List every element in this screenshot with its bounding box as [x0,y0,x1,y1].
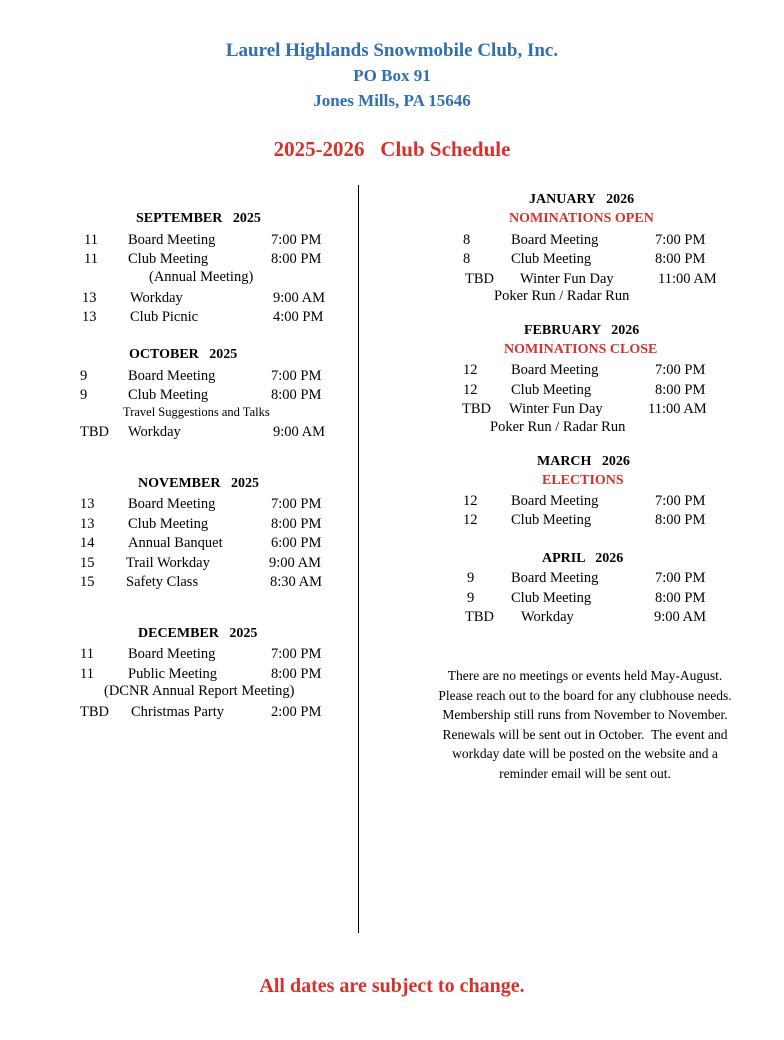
table-row [0,533,358,553]
row-day: 9 [467,590,475,606]
table-row [0,514,358,534]
row-event: Safety Class [126,574,199,590]
march-subheading: ELECTIONS [542,473,624,488]
row-event: Club Meeting [128,387,209,403]
row-day: 13 [82,290,97,306]
table-row [0,644,358,664]
address-line-2: Jones Mills, PA 15646 [313,91,471,110]
table-row [360,360,780,380]
info-line: reminder email will be sent out. [499,765,671,781]
table-row [360,269,780,289]
row-event: Winter Fun Day [520,271,614,287]
row-event: Winter Fun Day [509,401,603,417]
row-time: 9:00 AM [654,609,706,625]
info-paragraph [400,666,770,783]
row-time: 7:00 PM [271,232,322,248]
january-subheading: NOMINATIONS OPEN [509,211,654,226]
row-event: Christmas Party [131,704,225,720]
january-heading: JANUARY 2026 [529,192,635,207]
row-day: 13 [82,309,97,325]
december-heading: DECEMBER 2025 [138,626,258,641]
row-event: Club Meeting [128,251,209,267]
row-event: Annual Banquet [128,535,223,551]
row-time: 7:00 PM [655,570,706,586]
row-event: Public Meeting [128,666,218,682]
schedule-title: 2025-2026 Club Schedule [273,137,511,161]
info-line: workday date will be posted on the website and a [452,746,718,761]
row-time: 8:00 PM [655,251,706,267]
row-day: 14 [80,535,95,551]
row-day: 13 [80,516,95,532]
table-row [360,607,780,627]
row-event: Board Meeting [128,646,216,662]
row-day: TBD [80,704,109,720]
row-time: 11:00 AM [648,401,707,417]
table-row [0,494,358,514]
row-time: 9:00 AM [269,555,321,571]
row-time: 9:00 AM [273,290,325,306]
row-event: Board Meeting [511,232,599,248]
address-line-1: PO Box 91 [353,66,431,85]
row-time: 2:00 PM [271,704,322,720]
row-event: Workday [128,424,181,440]
row-time: 8:00 PM [271,387,322,403]
row-event: Club Picnic [130,309,199,325]
table-row [360,510,780,530]
table-row [0,230,358,250]
row-day: 11 [84,251,98,267]
row-event: Club Meeting [511,382,592,398]
row-time: 9:00 AM [273,424,325,440]
row-event: Board Meeting [511,570,599,586]
row-time: 8:00 PM [655,382,706,398]
row-time: 8:00 PM [655,512,706,528]
row-event: Workday [521,609,574,625]
row-day: 9 [80,387,88,403]
table-row [360,249,780,269]
row-event: Club Meeting [511,251,592,267]
row-day: 12 [463,382,478,398]
row-day: 11 [80,646,94,662]
november-heading: NOVEMBER 2025 [138,476,259,491]
row-event: Board Meeting [128,232,216,248]
table-row [360,588,780,608]
row-event: Board Meeting [511,493,599,509]
row-day: 9 [467,570,475,586]
table-row [360,491,780,511]
row-event: Club Meeting [511,512,592,528]
table-row [0,572,358,592]
info-line: Please reach out to the board for any clubhouse needs. [438,687,732,703]
table-row [0,422,358,442]
table-row [0,664,358,684]
row-day: TBD [465,609,494,625]
table-row [360,230,780,250]
row-time: 11:00 AM [658,271,717,287]
march-heading: MARCH 2026 [537,454,630,469]
february-note: Poker Run / Radar Run [490,419,626,435]
row-time: 8:00 PM [271,516,322,532]
row-day: TBD [80,424,109,440]
row-time: 7:00 PM [271,646,322,662]
row-day: 13 [80,496,95,512]
row-event: Board Meeting [128,496,216,512]
table-row [0,553,358,573]
table-row [0,385,358,405]
september-note: (Annual Meeting) [149,269,254,285]
row-time: 7:00 PM [271,368,322,384]
table-row [360,399,780,419]
row-day: 12 [463,362,478,378]
row-time: 7:00 PM [655,493,706,509]
row-time: 7:00 PM [271,496,322,512]
row-day: 9 [80,368,88,384]
org-name: Laurel Highlands Snowmobile Club, Inc. [225,40,559,61]
row-time: 6:00 PM [271,535,322,551]
december-note: (DCNR Annual Report Meeting) [104,683,295,699]
row-event: Board Meeting [128,368,216,384]
row-day: 11 [84,232,98,248]
row-time: 4:00 PM [273,309,324,325]
row-day: 8 [463,251,471,267]
row-time: 8:30 AM [270,574,322,590]
table-row [0,366,358,386]
row-event: Board Meeting [511,362,599,378]
column-divider [358,185,359,933]
row-event: Club Meeting [128,516,209,532]
row-day: 12 [463,493,478,509]
footer-disclaimer: All dates are subject to change. [259,975,525,997]
table-row [0,307,358,327]
table-row [0,249,358,269]
january-note: Poker Run / Radar Run [494,288,630,304]
row-day: 15 [80,574,95,590]
row-day: 8 [463,232,471,248]
row-day: 11 [80,666,94,682]
row-time: 8:00 PM [271,251,322,267]
row-event: Club Meeting [511,590,592,606]
info-line: Membership still runs from November to November. [442,707,728,722]
row-event: Trail Workday [126,555,210,571]
row-time: 7:00 PM [655,232,706,248]
table-row [0,288,358,308]
info-line: Renewals will be sent out in October. The event and [442,726,728,742]
february-heading: FEBRUARY 2026 [524,323,640,338]
row-time: 8:00 PM [271,666,322,682]
row-event: Workday [130,290,183,306]
february-subheading: NOMINATIONS CLOSE [504,342,658,357]
table-row [360,380,780,400]
row-day: 12 [463,512,478,528]
row-day: TBD [462,401,491,417]
table-row [360,568,780,588]
october-note: Travel Suggestions and Talks [123,405,270,419]
row-time: 8:00 PM [655,590,706,606]
info-line: There are no meetings or events held May-August. [447,668,723,683]
row-day: 15 [80,555,95,571]
april-heading: APRIL 2026 [542,551,624,566]
september-heading: SEPTEMBER 2025 [136,211,261,226]
row-day: TBD [465,271,494,287]
row-time: 7:00 PM [655,362,706,378]
table-row [0,702,358,722]
october-heading: OCTOBER 2025 [129,347,238,362]
